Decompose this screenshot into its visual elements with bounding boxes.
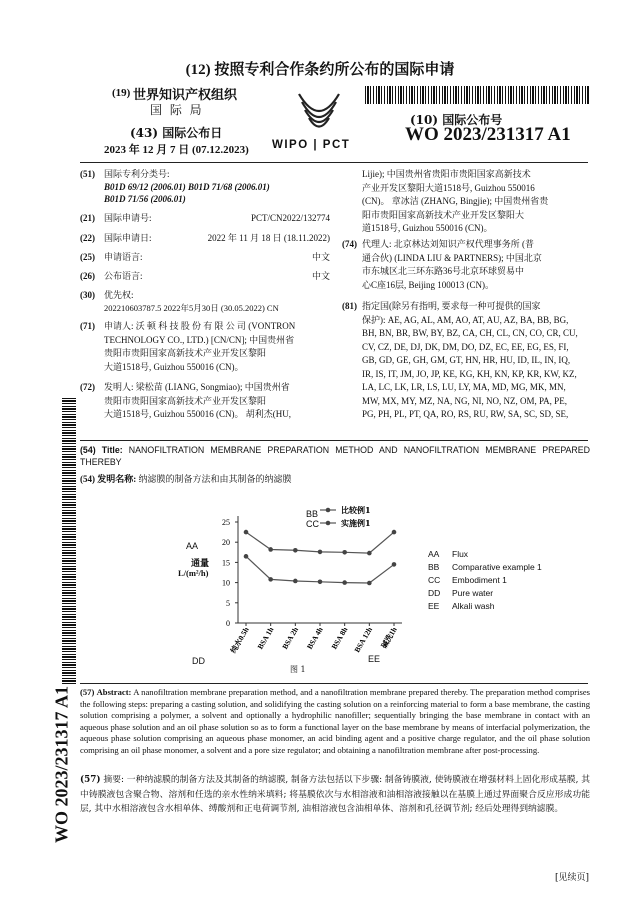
- pub-no-label: (10) 国际公布号: [410, 113, 503, 127]
- data-point: [392, 562, 397, 567]
- data-point: [268, 547, 273, 552]
- ipc-field: (51) 国际专利分类号: B01D 69/12 (2006.01) B01D 71/68 (2006.01) B01D 71/56 (2006.01): [80, 169, 270, 204]
- figure-caption: 图 1: [290, 665, 306, 674]
- side-pub-number: WO 2023/231317 A1: [51, 686, 72, 844]
- key-text: Pure water: [452, 588, 494, 598]
- section-divider-1: [80, 440, 588, 441]
- data-point: [342, 580, 347, 585]
- flux-chart: [190, 505, 430, 680]
- inventors-field: (72) 发明人: 梁松苗 (LIANG, Songmiao); 中国贵州省 贵阳市贵阳国家高新技术产业开发区黎阳 大道1518号, Guizhou 550016 (CN)。 胡利杰(HU,: [80, 382, 291, 419]
- priority-field: (30) 优先权: 202210603787.5 2022年5月30日 (30.05.2022) CN: [80, 290, 279, 313]
- title-cn: (54) 发明名称: 纳滤膜的制备方法和由其制备的纳滤膜: [80, 474, 292, 484]
- y-tick-label: 20: [222, 538, 230, 548]
- x-tick-label: 碱洗1h: [379, 625, 399, 650]
- y-tick-label: 15: [222, 558, 230, 568]
- agent-field: (74) 代理人: 北京林达刘知识产权代理事务所 (普 通合伙) (LINDA LIU & PARTNERS); 中国北京 市东城区北三环东路36号北京环球贸易中 心C座16层, Beijing 100013 (CN)。: [342, 239, 542, 290]
- key-text: Flux: [452, 549, 469, 559]
- key-text: Embodiment 1: [452, 575, 507, 585]
- wipo-pct-label: WIPO | PCT: [272, 139, 351, 151]
- data-point: [367, 581, 372, 586]
- header-divider: [80, 162, 588, 163]
- document-title: (12) 按照专利合作条约所公布的国际申请: [185, 62, 455, 78]
- tag-aa: AA: [186, 541, 199, 551]
- y-tick-label: 5: [226, 598, 230, 608]
- legend-marker: [326, 521, 331, 526]
- pub-date: 2023 年 12 月 7 日 (07.12.2023): [104, 144, 249, 156]
- key-code: DD: [428, 588, 441, 598]
- app-number-field: (21) 国际申请号: PCT/CN2022/132774: [80, 213, 330, 223]
- ylabel-unit: L/(m²/h): [178, 568, 209, 578]
- x-tick-label: BSA 1h: [255, 625, 276, 651]
- x-tick-label: 纯水0.5h: [228, 625, 251, 655]
- data-point: [244, 530, 249, 535]
- data-point: [392, 530, 397, 535]
- app-date-field: (22) 国际申请日: 2022 年 11 月 18 日 (18.11.2022): [80, 233, 330, 243]
- key-text: Comparative example 1: [452, 562, 542, 572]
- key-code: EE: [428, 601, 440, 611]
- filing-language-field: (25) 申请语言: 中文: [80, 252, 330, 262]
- org-number: (19): [112, 87, 131, 99]
- tag-ee: EE: [368, 654, 381, 664]
- pub-date-label: (43) 国际公布日: [130, 126, 223, 140]
- side-barcode: [62, 398, 76, 686]
- ylabel-flux: 通量: [191, 559, 210, 569]
- x-tick-label: BSA 2h: [280, 625, 301, 651]
- x-tick-label: BSA 4h: [304, 625, 325, 651]
- data-point: [318, 550, 323, 555]
- section-divider-2: [80, 683, 588, 684]
- y-tick-label: 0: [226, 619, 230, 628]
- org-name: 世界知识产权组织: [133, 88, 238, 103]
- series-line: [246, 556, 394, 583]
- pub-language-field: (26) 公布语言: 中文: [80, 271, 330, 281]
- x-tick-label: BSA 8h: [329, 625, 350, 651]
- legend-label: 实施例1: [341, 518, 371, 528]
- key-code: CC: [428, 575, 441, 585]
- title-en: (54) Title: NANOFILTRATION MEMBRANE PREPARATION METHOD AND NANOFILTRATION MEMBRANE PREPARED THEREBY: [80, 445, 590, 467]
- abstract-en: (57) Abstract: A nanofiltration membrane preparation method, and a nanofiltration membrane prepared thereby. The preparation method comprises the following steps: preparing a casting solution, and solidifying the casting solution on a reinforcing material to form a base membrane, the casting solution comprising a polymer, a solvent and optionally a hydrophilic nanofiller; sequentially bringing the base membrane in contact with an aqueous phase solution and an oil phase solution so as to form a functional layer on the base membrane by means of interfacial polymerization, the aqueous phase solution comprising an aqueous phase monomer, an acid binding agent and a positive charge regulator, and the oil phase solution comprising an oil phase monomer, a solvent and a pore size regulator; and obtaining a nanofiltration membrane after post-processing.: [80, 687, 590, 755]
- pub-number: WO 2023/231317 A1: [405, 124, 571, 145]
- applicant-field: (71) 申请人: 沃 顿 科 技 股 份 有 限 公 司 (VONTRON TECHNOLOGY CO., LTD.) [CN/CN]; 中国贵州省 贵阳市贵阳国家高新技术产业开发区黎阳 大道1518号, Guizhou 550016 (CN)。: [80, 321, 296, 372]
- legend-marker: [326, 508, 331, 513]
- continued-note: [见续页]: [555, 873, 590, 883]
- data-point: [268, 577, 273, 582]
- org-name-sub: 国 际 局: [150, 103, 204, 117]
- tag-bb: BB: [306, 509, 319, 519]
- key-code: AA: [428, 549, 440, 559]
- y-tick-label: 25: [222, 518, 230, 527]
- tag-cc: CC: [306, 519, 319, 529]
- data-point: [318, 579, 323, 584]
- data-point: [293, 579, 298, 584]
- y-tick-label: 10: [222, 578, 230, 588]
- designated-states-field: (81) 指定国(除另有指明, 要求每一种可提供的国家 保护): AE, AG, AL, AM, AO, AT, AU, AZ, BA, BB, BG, BH, BN, BR, BW, BY, BZ, CA, CH, CL, CN, CO, CR, CU, CV, CZ, DE, DJ, DK, DM, DO, DZ, EC, EE, EG, ES, FI, GB, GD, GE, GH, GM, GT, HN, HR, HU, ID, IL, IN, IQ, IR, IS, IT, JM, JO, JP, KE, KG, KH, KN, KP, KR, KW, KZ, LA, LC, LK, LR, LS, LU, LY, MA, MD, MG, MK, MN, MW, MX, MY, MZ, NA, NG, NI, NO, NZ, OM, PA, PE, PG, PH, PL, PT, QA, RO, RS, RU, RW, SA, SC, SD, SE,: [342, 301, 578, 419]
- data-point: [244, 554, 249, 559]
- key-code: BB: [428, 562, 440, 572]
- data-point: [367, 551, 372, 556]
- inventors-continued: Lijie); 中国贵州省贵阳市贵阳国家高新技术 产业开发区黎阳大道1518号, Guizhou 550016 (CN)。 章冰洁 (ZHANG, Bingjie); 中国贵州省贵 阳市贵阳国家高新技术产业开发区黎阳大 道1518号, Guizhou 550016 (CN)。: [362, 169, 549, 233]
- tag-dd: DD: [192, 656, 205, 666]
- abstract-cn: (57) 摘要: 一种纳滤膜的制备方法及其制备的纳滤膜, 制备方法包括以下步骤: 制备铸膜液, 使铸膜液在增强材料上固化形成基膜, 其中铸膜液包含聚合物、溶剂和任选的亲水性纳米填料; 将基膜依次与水相溶液和油相溶液接触以在基膜上通过界面聚合反应形成功能层, 其中水相溶液包含水相单体、缚酸剂和正电荷调节剂, 油相溶液包含油相单体、溶剂和孔径调节剂; 经后处理得到纳滤膜。: [80, 775, 590, 814]
- data-point: [342, 550, 347, 555]
- key-text: Alkali wash: [452, 601, 495, 611]
- data-point: [293, 548, 298, 553]
- legend-label: 比较例1: [341, 505, 371, 515]
- barcode: [365, 86, 589, 104]
- x-tick-label: BSA 12h: [352, 625, 375, 655]
